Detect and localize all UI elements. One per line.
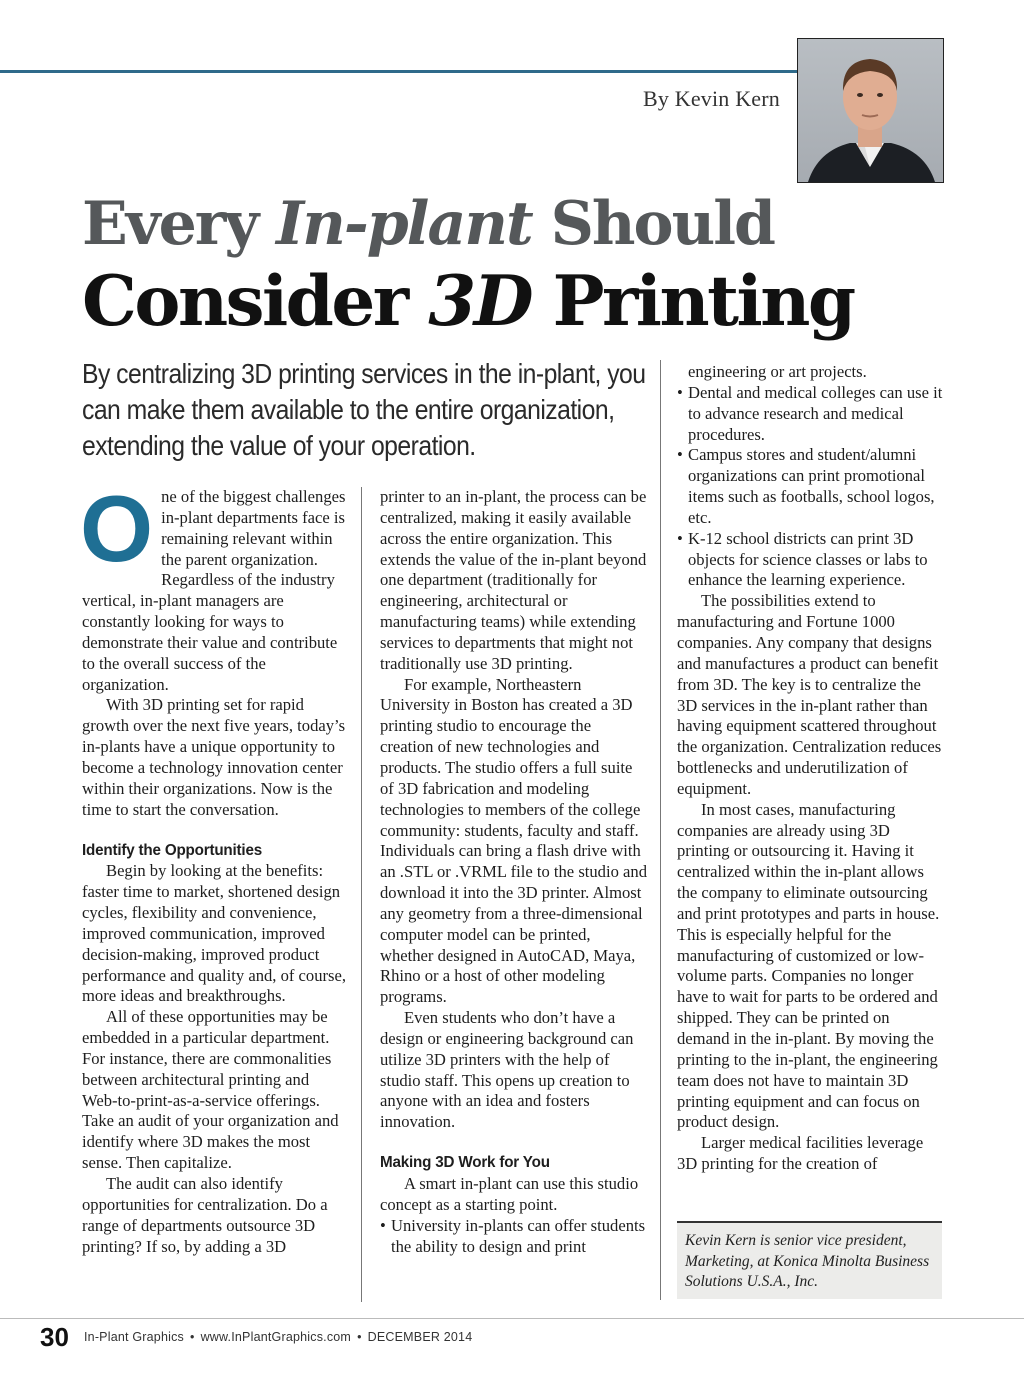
author-bio-box: Kevin Kern is senior vice president, Marketing, at Konica Minolta Business Solutions U.S.A., Inc.	[677, 1221, 942, 1299]
drop-cap: O	[80, 476, 154, 581]
body-paragraph: With 3D printing set for rapid growth over the next five years, today’s in-plants have a unique opportunity to become a technology innovation center within their organizations. Now is the time to start the conversation.	[82, 695, 346, 819]
body-paragraph: Larger medical facilities leverage 3D printing for the creation of	[677, 1133, 924, 1174]
body-paragraph: printer to an in-plant, the process can be centralized, making it easily available across the entire organization. This extends the value of the in-plant beyond one department (traditionally for engineering, architectural or manufacturing teams) while extending services to departments that might not traditionally use 3D printing.	[380, 487, 647, 673]
headline-text: Should	[531, 189, 774, 259]
headline-text: Every	[82, 189, 277, 259]
headline-italic-text: In-plant	[276, 189, 532, 259]
body-paragraph: Even students who don’t have a design or engineering background can utilize 3D printers with the help of studio staff. This opens up creation to anyone with an idea and fosters innovation.	[380, 1008, 634, 1132]
website-link[interactable]: www.InPlantGraphics.com	[200, 1330, 352, 1344]
separator-dot-icon: •	[189, 1330, 195, 1344]
headline-line-1	[82, 188, 774, 260]
publication-name: In-Plant Graphics	[84, 1330, 184, 1344]
body-paragraph: For example, Northeastern University in Boston has created a 3D printing studio to encourage the creation of new technologies and products. The studio offers a full suite of 3D fabrication and modeling technologies to members of the college community: students, faculty and staff. Individuals can bring a flash drive with an .STL or .VRML file to the studio and download it into the 3D printer. Almost any geometry from a three-dimensional computer model can be printed, whether designed in AutoCAD, Maya, Rhino or a host of other modeling programs.	[380, 674, 647, 1007]
footer-credits	[84, 1330, 472, 1344]
body-paragraph	[80, 476, 347, 695]
column-divider	[361, 487, 362, 1302]
section-heading: Identify the Opportunities	[82, 841, 262, 859]
headline-line-2	[82, 262, 854, 342]
page-number: 30	[40, 1322, 69, 1352]
footer-rule	[0, 1318, 1024, 1319]
section-heading: Making 3D Work for You	[380, 1154, 550, 1172]
bullet-list	[677, 383, 945, 591]
article-column-2	[380, 487, 648, 1257]
body-paragraph: In most cases, manufacturing companies are already using 3D printing or outsourcing it. Having it centralized within the in-plant allows the company to eliminate outsourcing and print prototypes and parts in house. This is especially helpful for the manufacturing of customized or low-volume parts. Companies no longer have to wait for parts to be ordered and shipped. They can be printed on demand in the in-plant. By moving the printing to the in-plant, the engineering team does not have to maintain 3D printing equipment and can focus on product design.	[677, 799, 940, 1132]
headline-text: Consider	[82, 261, 429, 342]
headline-italic-text: 3D	[428, 261, 532, 342]
bullet-item: • University in-plants can offer students the ability to design and print	[380, 1216, 648, 1258]
body-paragraph: Begin by looking at the benefits: faster time to market, shortened design cycles, flexibility and convenience, improved communication, improved decision-making, improved product performance and quality and, of course, more ideas and breakthroughs.	[82, 861, 347, 1006]
headline-text: Printing	[531, 261, 854, 342]
paragraph-text: ne of the biggest challenges in-plant departments face is remaining relevant within the parent organization. Regardless of the industry vertical, in-plant managers are constantly looking for ways to demonstrate their value and contribute to the overall success of the organization.	[82, 487, 346, 694]
body-paragraph: A smart in-plant can use this studio concept as a starting point.	[380, 1174, 639, 1214]
author-photo	[797, 38, 944, 183]
deck-subtitle: By centralizing 3D printing services in the in-plant, you can make them available to the entire organization, extending the value of your operation.	[82, 358, 646, 461]
separator-dot-icon: •	[357, 1330, 362, 1344]
article-column-1	[80, 476, 347, 1257]
body-paragraph: All of these opportunities may be embedded in a particular department. For instance, there are commonalities between architectural printing and Web-to-print-as-a-service offerings. Take an audit of your organization and identify where 3D makes the most sense. Then capitalize.	[82, 1007, 339, 1173]
header-rule	[0, 70, 800, 73]
byline: By Kevin Kern	[642, 86, 780, 111]
issue-date: DECEMBER 2014	[367, 1330, 473, 1344]
column-divider	[660, 360, 661, 1300]
body-paragraph: The audit can also identify opportunities for centralization. Do a range of departments outsource 3D printing? If so, by adding a 3D	[82, 1174, 328, 1256]
bullet-item: • K-12 school districts can print 3D objects for science classes or labs to enhance the learning experience.	[677, 529, 945, 592]
bullet-continuation: engineering or art projects.	[688, 362, 867, 381]
bullet-item: • Dental and medical colleges can use it to advance research and medical procedures.	[677, 383, 945, 446]
body-paragraph: The possibilities extend to manufacturing and Fortune 1000 companies. Any company that designs and manufactures a product can benefit from 3D. The key is to centralize the 3D services in the in-plant rather than having equipment scattered throughout the organization. Centralization reduces bottlenecks and underutilization of equipment.	[677, 591, 942, 798]
article-column-3	[677, 362, 945, 1175]
bullet-list	[380, 1216, 648, 1258]
bullet-item: • Campus stores and student/alumni organizations can print promotional items such as footballs, school logos, etc.	[677, 445, 945, 528]
